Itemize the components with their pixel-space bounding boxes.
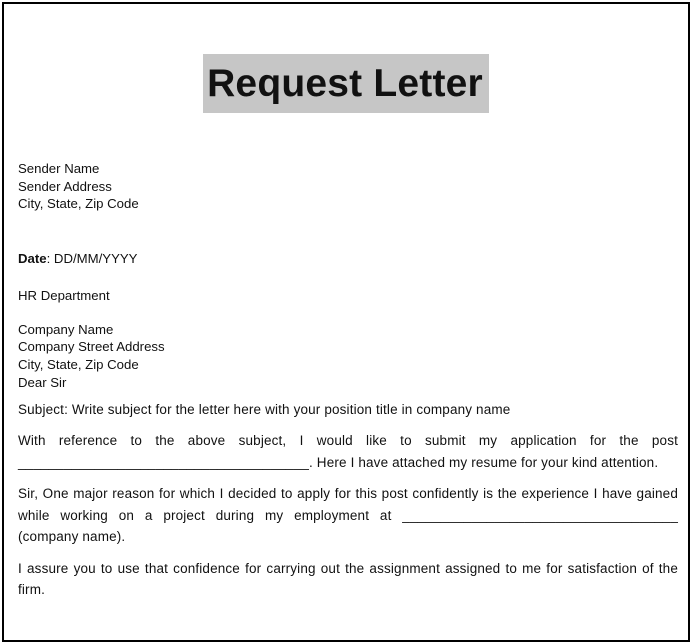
date-value: : DD/MM/YYYY — [46, 251, 138, 267]
paragraph-1: With reference to the above subject, I would like to submit my application for the post ______________________________________. Here I have attached my resume for your kind attention. — [18, 433, 678, 470]
sender-address: Sender Address — [18, 178, 112, 194]
recipient-department: HR Department — [18, 287, 110, 303]
company-city-state-zip: City, State, Zip Code — [18, 356, 139, 372]
paragraph-2: Sir, One major reason for which I decided to apply for this post confidently is the experience I have gained while working on a project during my employment at ____________________________________ (company name). — [18, 486, 678, 545]
title-container — [4, 54, 688, 113]
letter-title: Request Letter — [203, 54, 489, 113]
letter-page — [2, 2, 690, 642]
sender-city-state-zip: City, State, Zip Code — [18, 196, 139, 212]
company-street-address: Company Street Address — [18, 339, 165, 355]
date-line — [18, 250, 678, 268]
date-label: Date — [18, 251, 47, 267]
salutation: Dear Sir — [18, 374, 67, 390]
letter-body — [18, 160, 678, 601]
subject-line: Subject: Write subject for the letter here with your position title in company name — [18, 402, 511, 418]
paragraph-3: I assure you to use that confidence for carrying out the assignment assigned to me for satisfaction of the firm. — [18, 560, 678, 598]
company-name: Company Name — [18, 321, 114, 337]
sender-name: Sender Name — [18, 161, 100, 176]
